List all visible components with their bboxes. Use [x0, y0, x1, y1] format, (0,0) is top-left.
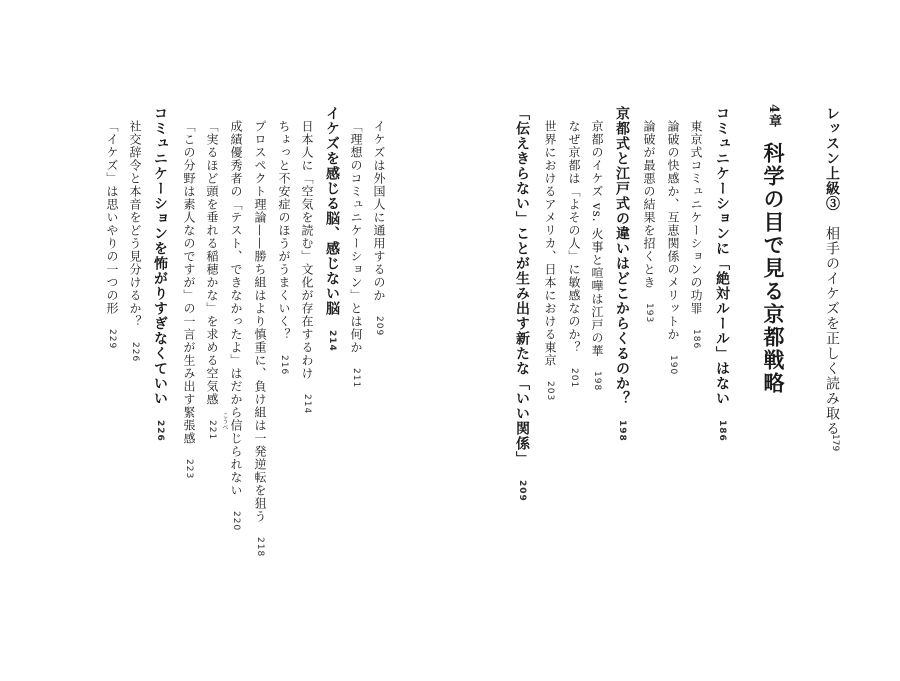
toc-entry-text: 京都のイケズ vs. 火事と喧嘩は江戸の華 — [590, 120, 604, 358]
toc-entry-text: コミュニケーションに「絶対ルール」はない — [714, 106, 730, 406]
toc-entry-text: イケズは外国人に通用するのか — [372, 120, 386, 302]
toc-entry-page: 209 — [374, 316, 384, 337]
toc-item — [252, 120, 269, 557]
toc-section — [512, 106, 532, 502]
toc-entry-text: 「伝えきらない」ことが生み出す新たな「いい関係」 — [514, 106, 530, 466]
toc-item — [181, 120, 198, 479]
toc-section — [712, 106, 732, 442]
lesson-page: 179 — [830, 434, 840, 452]
toc-section — [612, 106, 632, 442]
toc-entry-page: 220 — [231, 511, 241, 532]
toc-entry-page: 209 — [517, 480, 527, 502]
toc-entry-page: 190 — [668, 355, 678, 376]
toc-item — [104, 120, 121, 349]
lesson-subtitle: 相手のイケズを正しく読み取る — [824, 226, 840, 436]
toc-entry-page: 221 — [207, 420, 217, 441]
toc-entry-text: 「実るほど頭を垂れる稲穂かな」を求める空気感 — [205, 120, 219, 406]
toc-item — [371, 120, 388, 336]
toc-entry-page: 226 — [155, 420, 165, 442]
toc-entry-page: 186 — [691, 329, 701, 350]
chapter-title: 科学の目で見る京都戦略 — [761, 142, 786, 395]
toc-item — [566, 120, 583, 388]
toc-entry-text: ちょっと不安症のほうがうまくいく？ — [277, 120, 291, 341]
toc-entry-text: イケズを感じる脳、感じない脳 — [324, 106, 340, 316]
toc-entry-text: 論破の快感か、互恵関係のメリットか — [666, 120, 680, 341]
toc-entry-page: 223 — [184, 459, 194, 480]
toc-entry-text: コミュニケーションを怖がりすぎなくていい — [152, 106, 168, 406]
lesson-title: レッスン上級③ — [824, 106, 840, 211]
toc-item — [665, 120, 682, 375]
toc-item — [276, 120, 293, 375]
toc-entry-page: 214 — [327, 330, 337, 352]
toc-entry-text: 「この分野は素人なのですが」の一言が生み出す緊張感 — [182, 120, 196, 445]
toc-entry-text: 「理想のコミュニケーション」とは何か — [349, 120, 363, 354]
toc-entry-text: 社交辞令と本音をどう見分けるか？ — [128, 120, 142, 328]
toc-entry-text: 京都式と江戸式の違いはどこからくるのか？ — [614, 106, 630, 406]
toc-entry-page: 198 — [592, 371, 602, 392]
toc-entry-text: 東京式コミュニケーションの功罪 — [689, 120, 703, 315]
toc-item — [204, 120, 221, 440]
toc-entry-text: プロスペクト理論——勝ち組はより慎重に、負け組は一発逆転を狙う — [253, 120, 267, 523]
toc-entry-text: 日本人に「空気を読む」文化が存在するわけ — [300, 120, 314, 380]
toc-entry-page: 201 — [569, 368, 579, 389]
toc-entry-page: 186 — [717, 420, 727, 442]
toc-section — [322, 106, 342, 352]
toc-entry-page: 226 — [130, 342, 140, 363]
toc-entry-text: 論破が最悪の結果を招くとき — [642, 120, 656, 289]
toc-entry-page: 203 — [545, 381, 555, 402]
toc-entry-page: 193 — [644, 303, 654, 324]
toc-item — [542, 120, 559, 401]
toc-item — [589, 120, 606, 392]
toc-entry-page: 218 — [255, 537, 265, 558]
lesson-heading — [822, 106, 842, 436]
toc-item — [127, 120, 144, 362]
toc-entry-page: 214 — [302, 394, 312, 415]
toc-entry-text: なぜ京都は「よその人」に敏感なのか？ — [567, 120, 581, 354]
toc-entry-page: 216 — [279, 355, 289, 376]
toc-entry-text: 「イケズ」は思いやりの一つの形 — [105, 120, 119, 315]
toc-item — [228, 120, 245, 531]
ruby-annotation: こうべ — [221, 412, 228, 430]
toc-entry-text: 世界におけるアメリカ、日本における東京 — [543, 120, 557, 367]
toc-entry-page: 198 — [617, 420, 627, 442]
toc-item — [641, 120, 658, 323]
toc-entry-text: 成績優秀者の「テスト、できなかったよ」はだから信じられない — [229, 120, 243, 497]
toc-item — [299, 120, 316, 414]
toc-section — [150, 106, 170, 442]
chapter-number: 4章 — [766, 104, 781, 129]
toc-item — [348, 120, 365, 388]
toc-entry-page: 211 — [351, 368, 361, 389]
toc-entry-page: 229 — [107, 329, 117, 350]
toc-item — [688, 120, 705, 349]
